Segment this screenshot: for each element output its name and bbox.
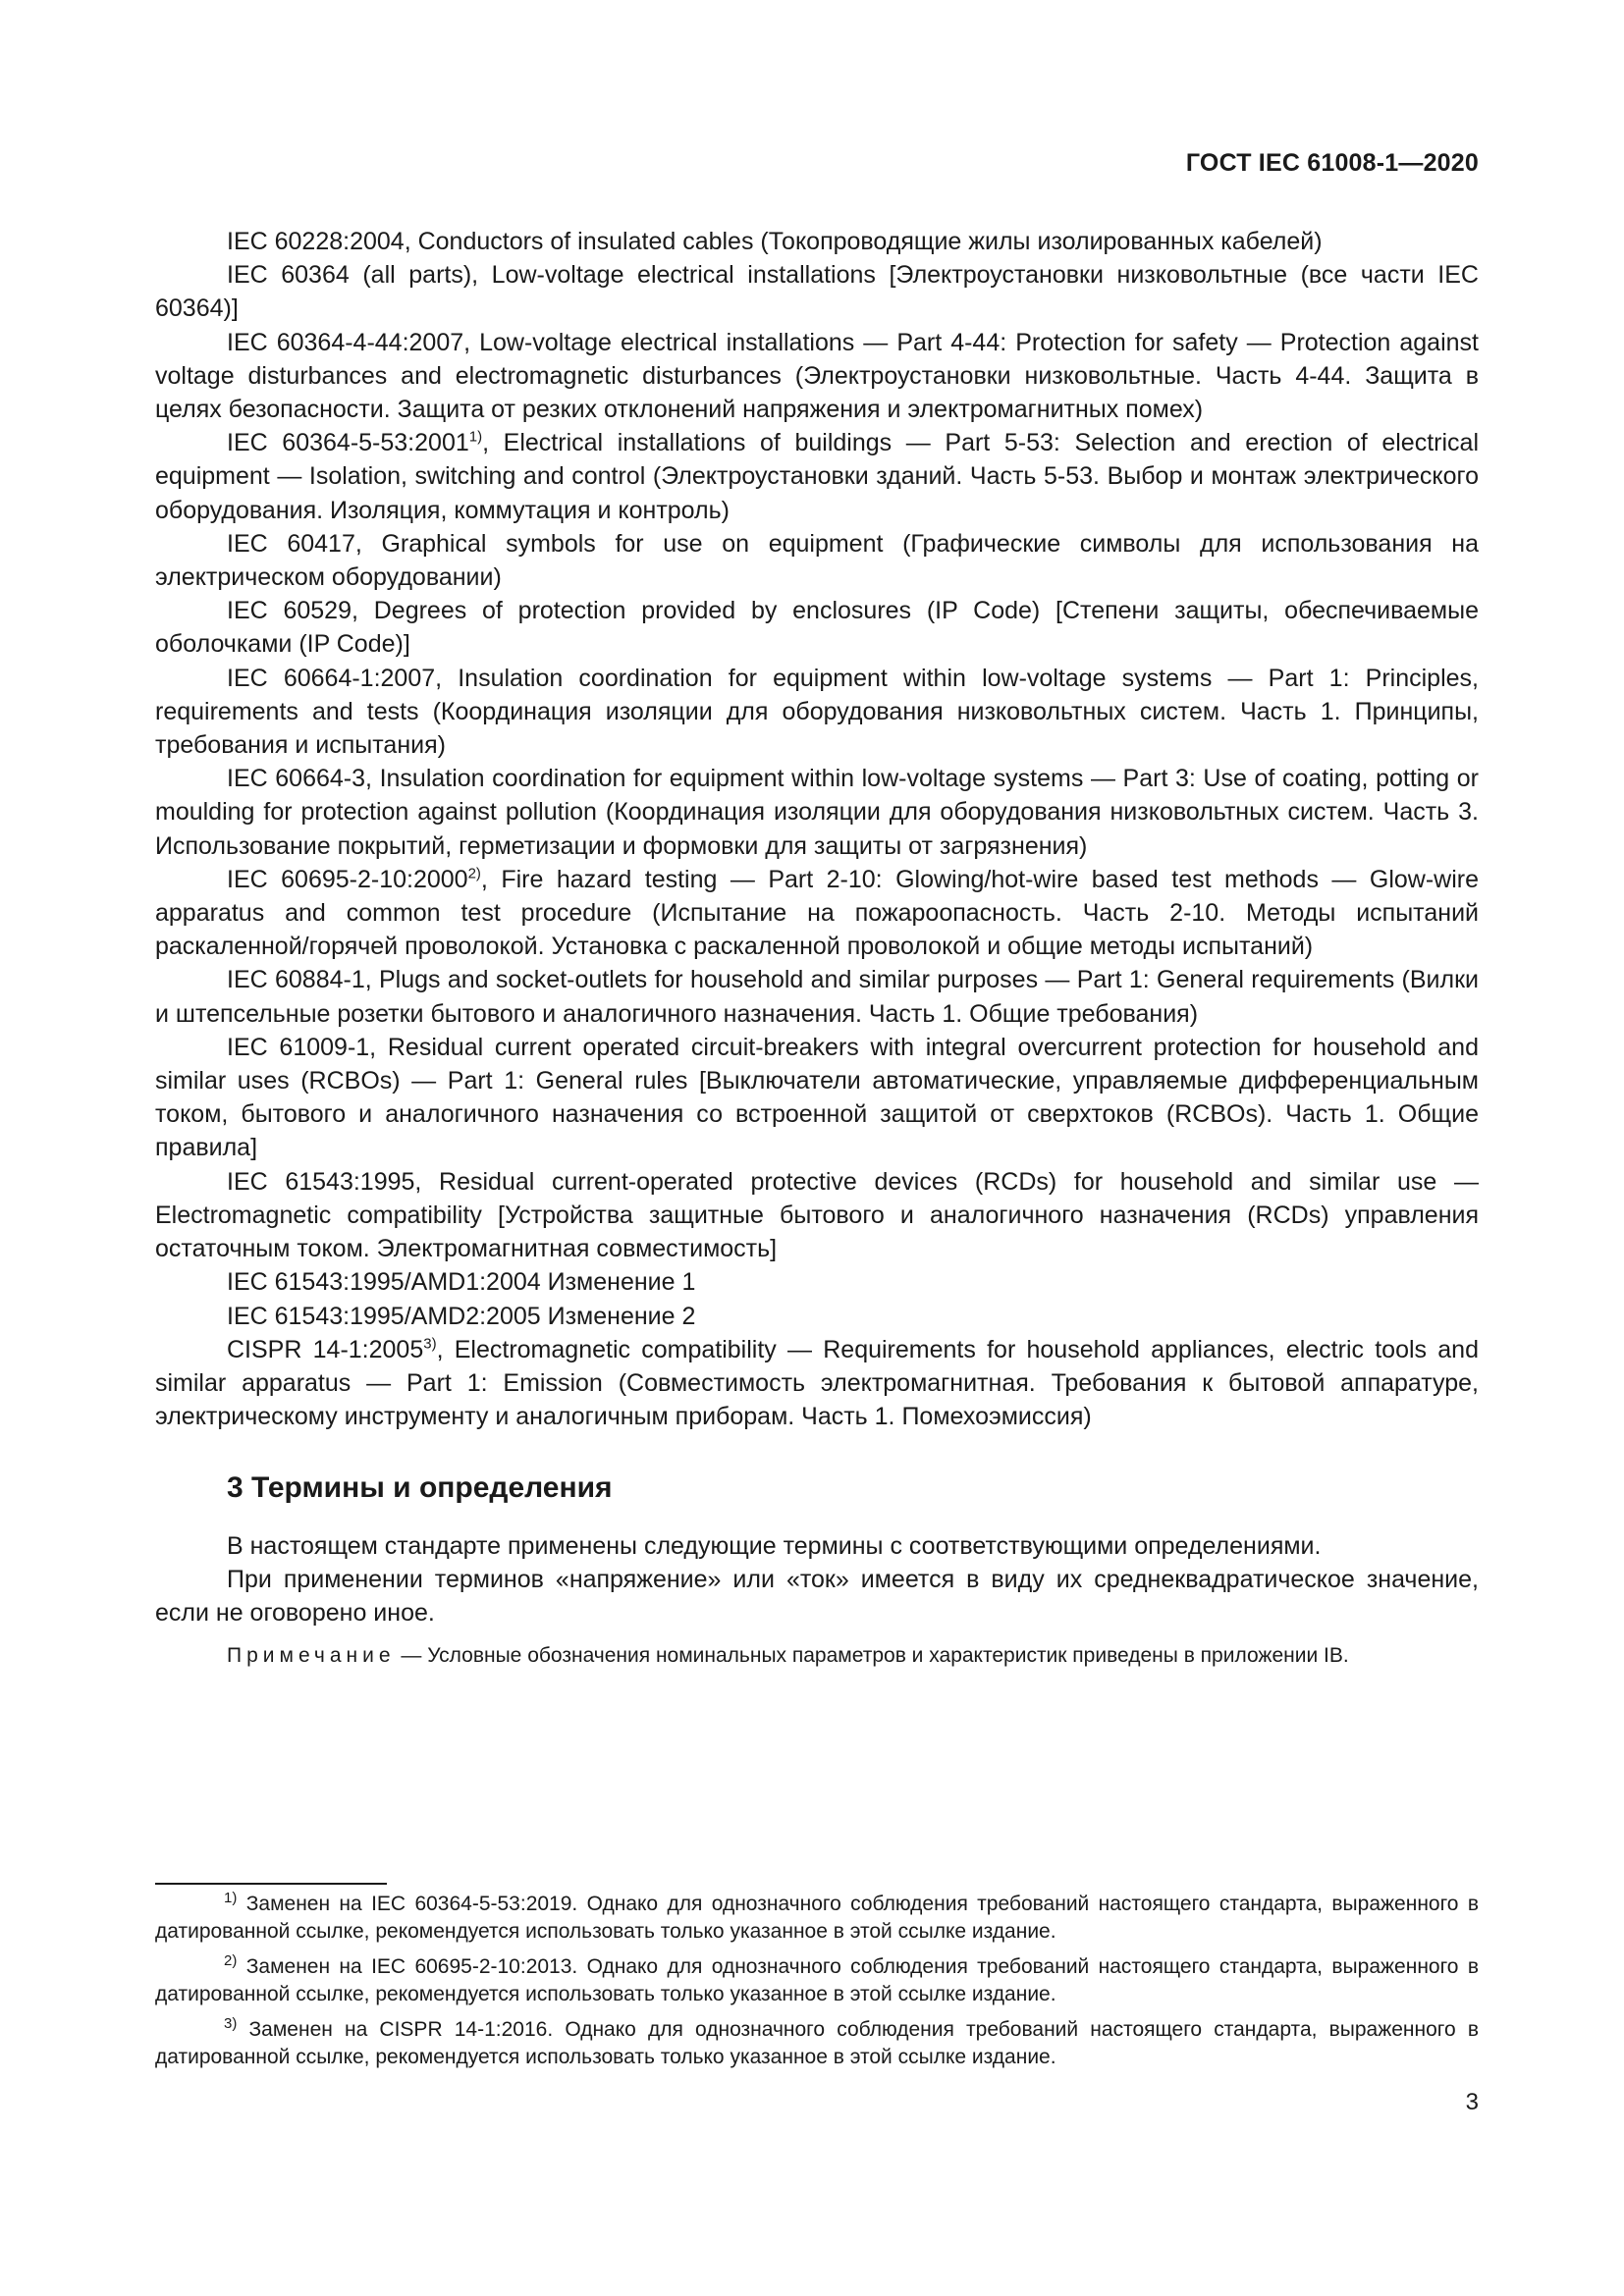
- reference-text: IEC 60884-1, Plugs and socket-outlets for household and similar purposes — Part 1: General requirements (Вилки и штепсельные розетки бытового и аналогичного назначения. Часть 1. Общие требования): [155, 966, 1479, 1028]
- footnote-divider: [155, 1883, 387, 1885]
- footnote-ref[interactable]: 1): [468, 428, 483, 446]
- reference-lead: IEC 60364-5-53:2001: [227, 429, 469, 457]
- normative-references-list: [155, 225, 1479, 1433]
- reference-text: , Electrical installations of buildings — Part 5-53: Selection and erection of electrical equipment — Isolation, switching and control (Электроустановки зданий. Часть 5-53. Выбор и монтаж электрического оборудования. Изоляция, коммутация и контроль): [155, 429, 1479, 524]
- reference-text: IEC 60417, Graphical symbols for use on equipment (Графические символы для использования на электрическом оборудовании): [155, 529, 1479, 592]
- reference-text: IEC 60664-3, Insulation coordination for equipment within low-voltage systems — Part 3: Use of coating, potting or moulding for protection against pollution (Координация изоляции для оборудования низковольтных систем. Часть 3. Использование покрытий, герметизации и формовки для защиты от загрязнения): [155, 765, 1479, 860]
- reference-text: IEC 61009-1, Residual current operated circuit-breakers with integral overcurrent protection for household and similar uses (RCBOs) — Part 1: General rules [Выключатели автоматические, управляемые дифференциальным током, бытового и аналогичного назначения со встроенной защитой от сверхтоков (RCBOs). Часть 1. Общие правила]: [155, 1033, 1479, 1162]
- reference-item: [155, 1165, 1479, 1266]
- reference-text: IEC 60664-1:2007, Insulation coordination for equipment within low-voltage systems — Part 1: Principles, requirements and tests (Координация изоляции для оборудования низковольтных систем. Часть 1. Принципы, требования и испытания): [155, 664, 1479, 760]
- footnote-ref[interactable]: 3): [423, 1335, 437, 1353]
- reference-text: IEC 61543:1995/AMD2:2005 Изменение 2: [227, 1302, 696, 1330]
- document-id-header: ГОСТ IEC 61008-1—2020: [1185, 149, 1479, 177]
- reference-text: IEC 60364-4-44:2007, Low-voltage electrical installations — Part 4-44: Protection for safety — Protection against voltage disturbances and electromagnetic disturbances (Электроустановки низковольтные. Часть 4-44. Защита в целях безопасности. Защита от резких отклонений напряжения и электромагнитных помех): [155, 328, 1479, 424]
- section-paragraph: При применении терминов «напряжение» или «ток» имеется в виду их среднеквадратическое значение, если не оговорено иное.: [155, 1566, 1479, 1628]
- main-content: [155, 225, 1479, 1671]
- reference-item: [155, 225, 1479, 258]
- footnote: [155, 1953, 1479, 2008]
- section-heading: 3 Термины и определения: [227, 1471, 613, 1505]
- reference-item: [155, 258, 1479, 325]
- reference-item: [155, 1031, 1479, 1165]
- note-label: Примечание: [227, 1644, 396, 1668]
- footnotes-block: [155, 1891, 1479, 2079]
- reference-item: [155, 426, 1479, 527]
- reference-lead: IEC 60695-2-10:2000: [227, 865, 468, 893]
- reference-item: [155, 963, 1479, 1030]
- reference-item: [155, 326, 1479, 427]
- footnote-mark: 1): [224, 1890, 238, 1906]
- reference-item: [155, 1300, 1479, 1333]
- footnote: [155, 1891, 1479, 1946]
- reference-text: IEC 60529, Degrees of protection provided by enclosures (IP Code) [Степени защиты, обеспечиваемые оболочками (IP Code)]: [155, 597, 1479, 659]
- reference-item: [155, 1333, 1479, 1434]
- footnote-ref[interactable]: 2): [467, 865, 481, 882]
- reference-item: [155, 762, 1479, 863]
- footnote-text: Заменен на IEC 60695-2-10:2013. Однако для однозначного соблюдения требований настоящего стандарта, выраженного в датированной ссылке, рекомендуется использовать только указанное в этой ссылке издание.: [155, 1955, 1479, 2005]
- footnote-text: Заменен на IEC 60364-5-53:2019. Однако для однозначного соблюдения требований настоящего стандарта, выраженного в датированной ссылке, рекомендуется использовать только указанное в этой ссылке издание.: [155, 1893, 1479, 1943]
- reference-text: IEC 60228:2004, Conductors of insulated cables (Токопроводящие жилы изолированных кабелей): [227, 228, 1323, 255]
- reference-item: [155, 527, 1479, 594]
- reference-item: [155, 662, 1479, 763]
- reference-item: [155, 1265, 1479, 1299]
- section-paragraph: В настоящем стандарте применены следующие термины с соответствующими определениями.: [227, 1532, 1322, 1561]
- footnote-mark: 3): [224, 2015, 238, 2032]
- reference-item: [155, 594, 1479, 661]
- reference-lead: CISPR 14-1:2005: [227, 1335, 424, 1363]
- reference-text: , Electromagnetic compatibility — Requirements for household appliances, electric tools and similar apparatus — Part 1: Emission (Совместимость электромагнитная. Требования к бытовой аппаратуре, электрическому инструменту и аналогичным приборам. Часть 1. Помехоэмиссия): [155, 1335, 1479, 1431]
- page-number: 3: [1465, 2089, 1479, 2115]
- reference-text: IEC 61543:1995, Residual current-operated protective devices (RCDs) for household and similar use — Electromagnetic compatibility [Устройства защитные бытового и аналогичного назначения (RCDs) управления остаточным током. Электромагнитная совместимость]: [155, 1167, 1479, 1263]
- footnote-text: Заменен на CISPR 14-1:2016. Однако для однозначного соблюдения требований настоящего стандарта, выраженного в датированной ссылке, рекомендуется использовать только указанное в этой ссылке издание.: [155, 2018, 1479, 2068]
- reference-text: , Fire hazard testing — Part 2-10: Glowing/hot-wire based test methods — Glow-wire apparatus and common test procedure (Испытание на пожароопасность. Часть 2-10. Методы испытаний раскаленной/горячей проволокой. Установка с раскаленной проволокой и общие методы испытаний): [155, 865, 1479, 961]
- section-note: [155, 1641, 1479, 1671]
- reference-text: IEC 61543:1995/AMD1:2004 Изменение 1: [227, 1268, 696, 1297]
- footnote: [155, 2016, 1479, 2071]
- footnote-mark: 2): [224, 1952, 238, 1969]
- reference-text: IEC 60364 (all parts), Low-voltage electrical installations [Электроустановки низковольтные (все части IEC 60364)]: [155, 261, 1479, 323]
- reference-item: [155, 863, 1479, 964]
- note-text: — Условные обозначения номинальных параметров и характеристик приведены в приложении IB.: [395, 1644, 1349, 1668]
